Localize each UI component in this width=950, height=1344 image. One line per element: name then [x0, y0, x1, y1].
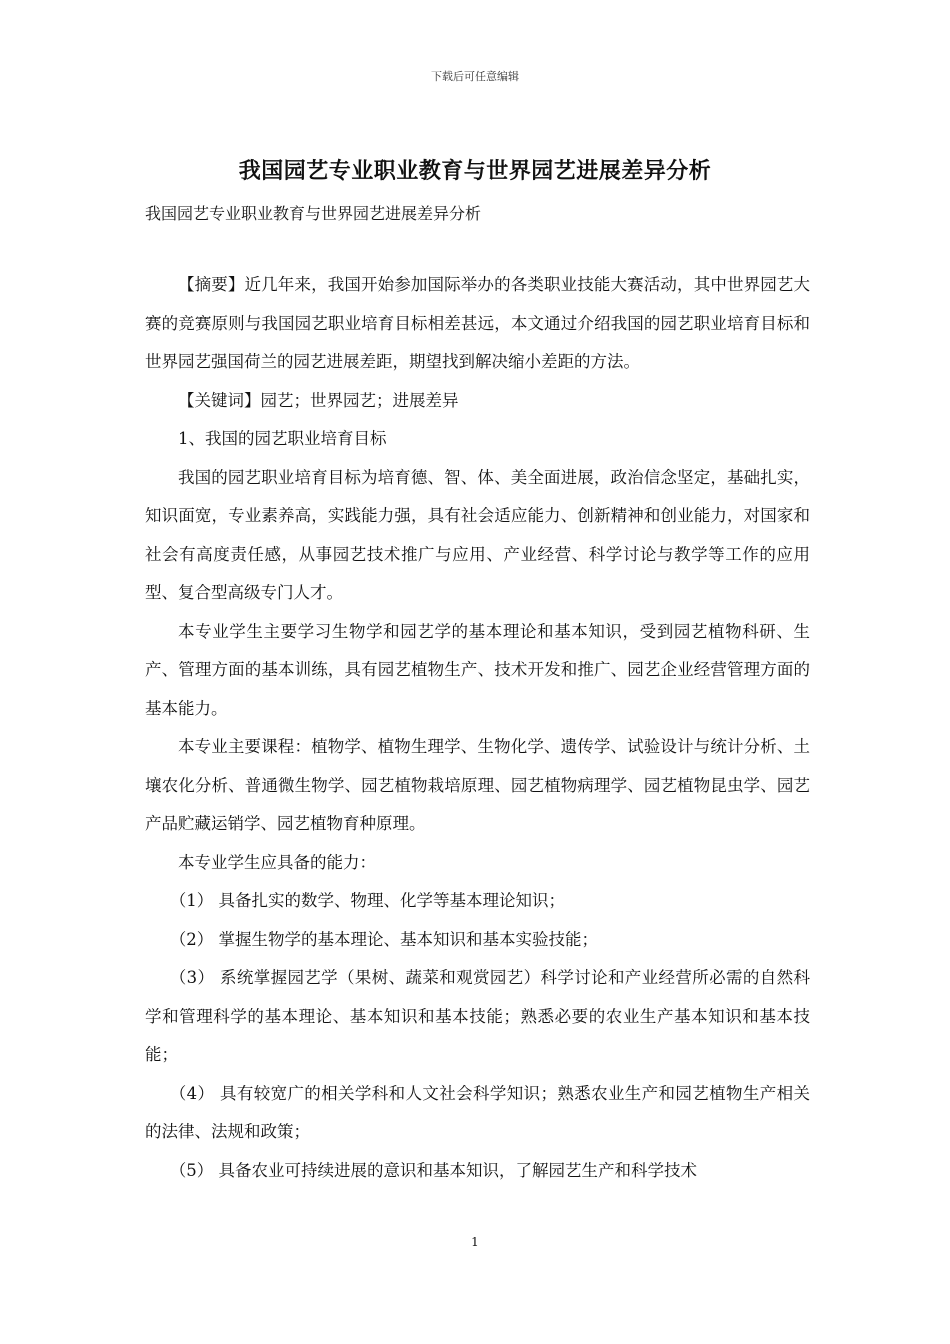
body-paragraph: 我国的园艺职业培育目标为培育德、智、体、美全面进展，政治信念坚定，基础扎实，知识面宽，专业素养高，实践能力强，具有社会适应能力、创新精神和创业能力，对国家和社会有高度责任感，从事园艺技术推广与应用、产业经营、科学讨论与教学等工作的应用型、复合型高级专门人才。: [145, 467, 810, 602]
document-body: [145, 266, 810, 1190]
abstract-paragraph: 【摘要】近几年来，我国开始参加国际举办的各类职业技能大赛活动，其中世界园艺大赛的竞赛原则与我国园艺职业培育目标相差甚远，本文通过介绍我国的园艺职业培育目标和世界园艺强国荷兰的园艺进展差距，期望找到解决缩小差距的方法。: [145, 275, 810, 371]
body-paragraph: 本专业学生主要学习生物学和园艺学的基本理论和基本知识，受到园艺植物科研、生产、管理方面的基本训练，具有园艺植物生产、技术开发和推广、园艺企业经营管理方面的基本能力。: [145, 621, 810, 718]
list-item: （1） 具备扎实的数学、物理、化学等基本理论知识；: [169, 891, 565, 910]
header-note: 下载后可任意编辑: [431, 70, 519, 83]
body-paragraph: 本专业学生应具备的能力：: [178, 852, 376, 872]
section-heading: 1、我国的园艺职业培育目标: [178, 429, 387, 448]
list-item: （4） 具有较宽广的相关学科和人文社会科学知识；熟悉农业生产和园艺植物生产相关的法律、法规和政策；: [145, 1083, 810, 1141]
list-item: （5） 具备农业可持续进展的意识和基本知识，了解园艺生产和科学技术: [169, 1160, 697, 1180]
list-item: （2） 掌握生物学的基本理论、基本知识和基本实验技能；: [169, 929, 598, 949]
page-number: 1: [471, 1235, 479, 1249]
list-item: （3） 系统掌握园艺学（果树、蔬菜和观赏园艺）科学讨论和产业经营所必需的自然科学和管理科学的基本理论、基本知识和基本技能；熟悉必要的农业生产基本知识和基本技能；: [145, 968, 810, 1064]
body-paragraph: 本专业主要课程：植物学、植物生理学、生物化学、遗传学、试验设计与统计分析、土壤农化分析、普通微生物学、园艺植物栽培原理、园艺植物病理学、园艺植物昆虫学、园艺产品贮藏运销学、园艺植物育种原理。: [145, 737, 810, 833]
keywords-paragraph: 【关键词】园艺；世界园艺；进展差异: [178, 390, 459, 410]
document-title: 我国园艺专业职业教育与世界园艺进展差异分析: [238, 158, 712, 184]
document-subtitle: 我国园艺专业职业教育与世界园艺进展差异分析: [145, 204, 482, 223]
